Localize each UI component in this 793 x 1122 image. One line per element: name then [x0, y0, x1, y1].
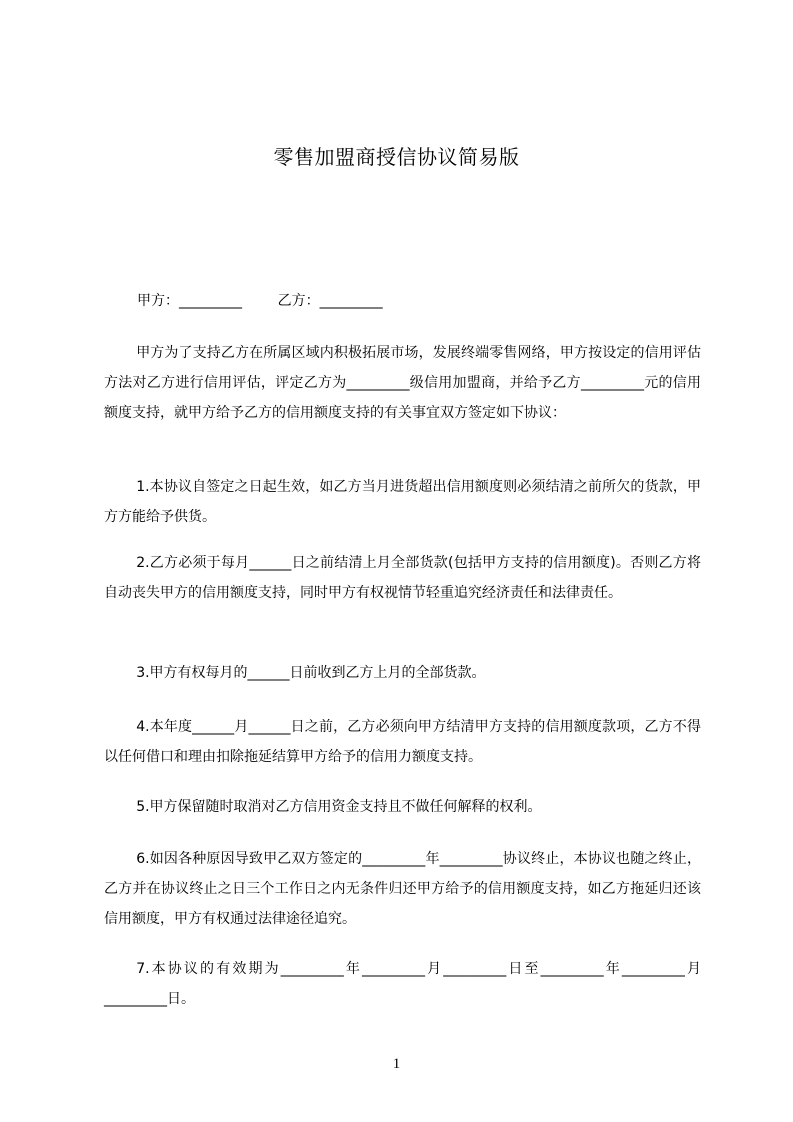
party-a-label: 甲方：_________ — [137, 293, 242, 309]
clause-5: 5.甲方保留随时取消对乙方信用资金支持且不做任何解释的权利。 — [136, 799, 542, 815]
party-b-label: 乙方：_________ — [277, 293, 383, 309]
clause-3: 3.甲方有权每月的______日前收到乙方上月的全部货款。 — [136, 665, 486, 681]
page-number: 1 — [392, 1056, 401, 1072]
clause-4: 4.本年度______月______日之前，乙方必须向甲方结清甲方支持的信用额度款项，乙方不得以任何借口和理由扣除拖延结算甲方给予的信用力额度支持。 — [104, 719, 701, 765]
clause-2: 2.乙方必须于每月______日之前结清上月全部货款(包括甲方支持的信用额度)。否则乙方将自动丧失甲方的信用额度支持，同时甲方有权视情节轻重追究经济责任和法律责任。 — [104, 555, 701, 601]
intro-paragraph: 甲方为了支持乙方在所属区域内积极拓展市场，发展终端零售网络，甲方按设定的信用评估方法对乙方进行信用评估，评定乙方为_________级信用加盟商，并给予乙方_________元的信用额度支持，就甲方给予乙方的信用额度支持的有关事宜双方签定如下协议： — [104, 345, 701, 421]
clause-1: 1.本协议自签定之日起生效，如乙方当月进货超出信用额度则必须结清之前所欠的货款，甲方方能给予供货。 — [104, 479, 701, 525]
page-title: 零售加盟商授信协议简易版 — [273, 145, 520, 169]
parties-line — [137, 290, 383, 312]
clause-7: 7.本协议的有效期为_________年_________月_________日至_________年_________月_________日。 — [104, 961, 701, 1007]
clause-6: 6.如因各种原因导致甲乙双方签定的_________年_________协议终止，本协议也随之终止，乙方并在协议终止之日三个工作日之内无条件归还甲方给予的信用额度支持，如乙方拖延归还该信用额度，甲方有权通过法律途径追究。 — [104, 851, 701, 927]
